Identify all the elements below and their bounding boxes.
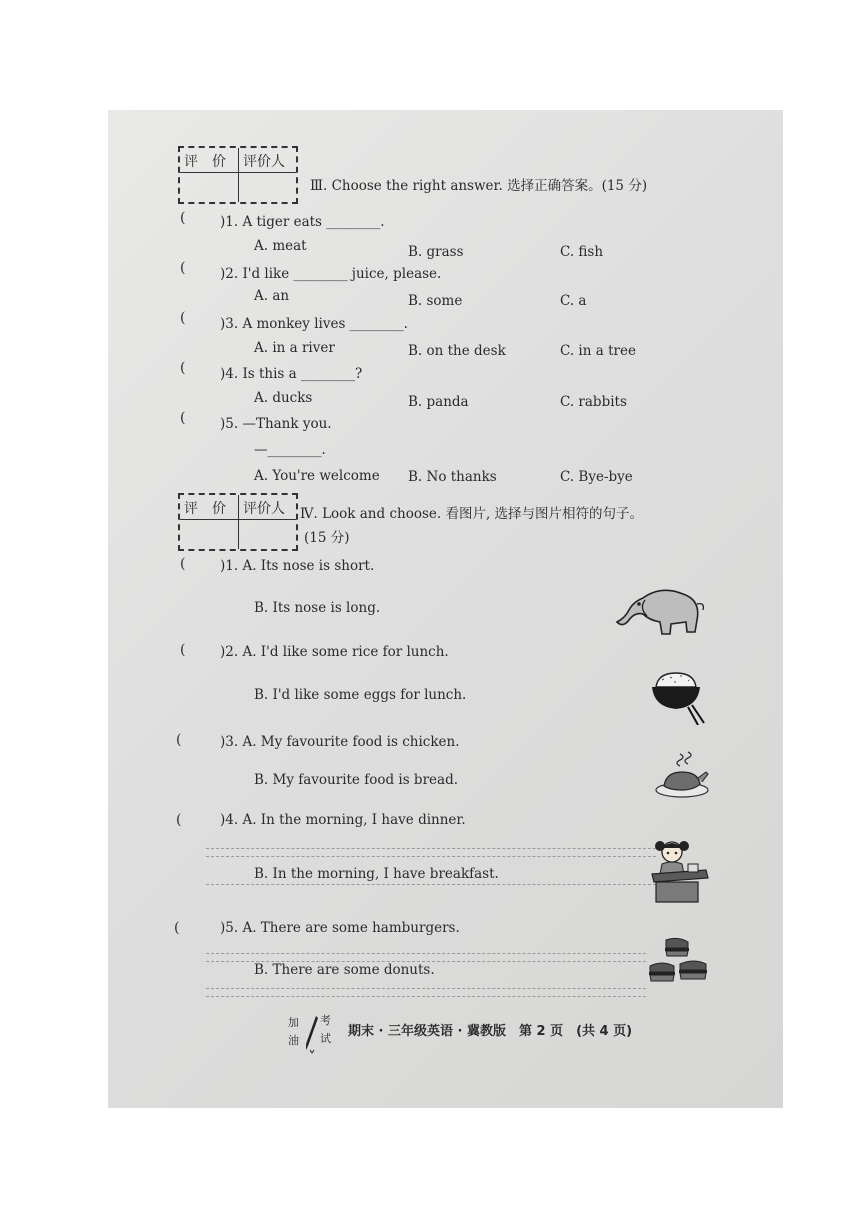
answer-paren: ( (180, 360, 186, 376)
s4-q1-option-b: B. Its nose is long. (254, 600, 381, 616)
s3-q3: )3. A monkey lives ________. (220, 316, 408, 332)
answer-paren: ( (180, 260, 186, 276)
grading-label-evaluator: 评价人 (243, 154, 285, 170)
s3-q2-option-a: A. an (254, 288, 290, 304)
s4-q3-option-b: B. My favourite food is bread. (254, 772, 459, 788)
writing-guide-line (206, 856, 656, 857)
s4-q4-option-b: B. In the morning, I have breakfast. (254, 866, 499, 882)
s3-q1-option-a: A. meat (254, 238, 307, 254)
s3-q3-option-c: C. in a tree (560, 343, 636, 359)
s4-q1-option-a: )1. A. Its nose is short. (220, 558, 375, 574)
answer-paren: ( (180, 410, 186, 426)
s3-q1-option-b: B. grass (408, 244, 464, 260)
s3-q2: )2. I'd like ________ juice, please. (220, 266, 442, 282)
answer-paren: ( (174, 920, 180, 936)
writing-guide-line (206, 848, 656, 849)
s4-q2-option-b: B. I'd like some eggs for lunch. (254, 687, 467, 703)
grading-label-evaluation: 评 价 (184, 501, 226, 517)
logo-char: 油 (288, 1034, 299, 1047)
s3-q3-option-a: A. in a river (254, 340, 335, 356)
roast-chicken-icon (654, 748, 712, 802)
answer-paren: ( (180, 310, 186, 326)
girl-at-desk-icon (644, 834, 714, 904)
section4-title-points: (15 分) (304, 530, 350, 546)
writing-guide-line (206, 953, 646, 954)
s3-q5-option-c: C. Bye-bye (560, 469, 633, 485)
writing-guide-line (206, 996, 646, 997)
grading-box-section3 (178, 146, 298, 204)
logo-char: 考 (320, 1014, 331, 1027)
s3-q4-option-c: C. rabbits (560, 394, 627, 410)
writing-guide-line (206, 884, 656, 885)
answer-paren: ( (176, 732, 182, 748)
section4-title: Ⅳ. Look and choose. 看图片, 选择与图片相符的句子。 (300, 506, 644, 522)
s3-q5-answer-line: —________. (254, 442, 326, 458)
s3-q1: )1. A tiger eats ________. (220, 214, 385, 230)
s3-q4: )4. Is this a ________? (220, 366, 363, 382)
s3-q1-option-c: C. fish (560, 244, 604, 260)
s4-q5-option-a: )5. A. There are some hamburgers. (220, 920, 460, 936)
s3-q2-option-b: B. some (408, 293, 463, 309)
grading-box-section4 (178, 493, 298, 551)
s3-q4-option-a: A. ducks (254, 390, 313, 406)
logo-char: 加 (288, 1016, 299, 1029)
s4-q5-option-b: B. There are some donuts. (254, 962, 435, 978)
grading-label-evaluator: 评价人 (243, 501, 285, 517)
grading-label-evaluation: 评 价 (184, 154, 226, 170)
answer-paren: ( (176, 812, 182, 828)
section3-title: Ⅲ. Choose the right answer. 选择正确答案。(15 分) (310, 178, 648, 194)
s4-q2-option-a: )2. A. I'd like some rice for lunch. (220, 644, 449, 660)
s3-q5-option-b: B. No thanks (408, 469, 497, 485)
s4-q3-option-a: )3. A. My favourite food is chicken. (220, 734, 460, 750)
footer-text: 期末 · 三年级英语 · 冀教版 第 2 页 (共 4 页) (348, 1024, 633, 1039)
pencil-icon (304, 1014, 320, 1054)
writing-guide-line (206, 988, 646, 989)
s3-q3-option-b: B. on the desk (408, 343, 506, 359)
answer-paren: ( (180, 642, 186, 658)
answer-paren: ( (180, 210, 186, 226)
exam-paper (108, 110, 783, 1108)
logo-char: 试 (320, 1032, 331, 1045)
s4-q4-option-a: )4. A. In the morning, I have dinner. (220, 812, 466, 828)
s3-q2-option-c: C. a (560, 293, 587, 309)
rice-bowl-icon (648, 665, 708, 725)
hamburgers-icon (648, 936, 716, 992)
elephant-icon (613, 580, 708, 640)
s3-q4-option-b: B. panda (408, 394, 469, 410)
s3-q5-option-a: A. You're welcome (254, 468, 380, 484)
answer-paren: ( (180, 556, 186, 572)
s3-q5: )5. —Thank you. (220, 416, 332, 432)
